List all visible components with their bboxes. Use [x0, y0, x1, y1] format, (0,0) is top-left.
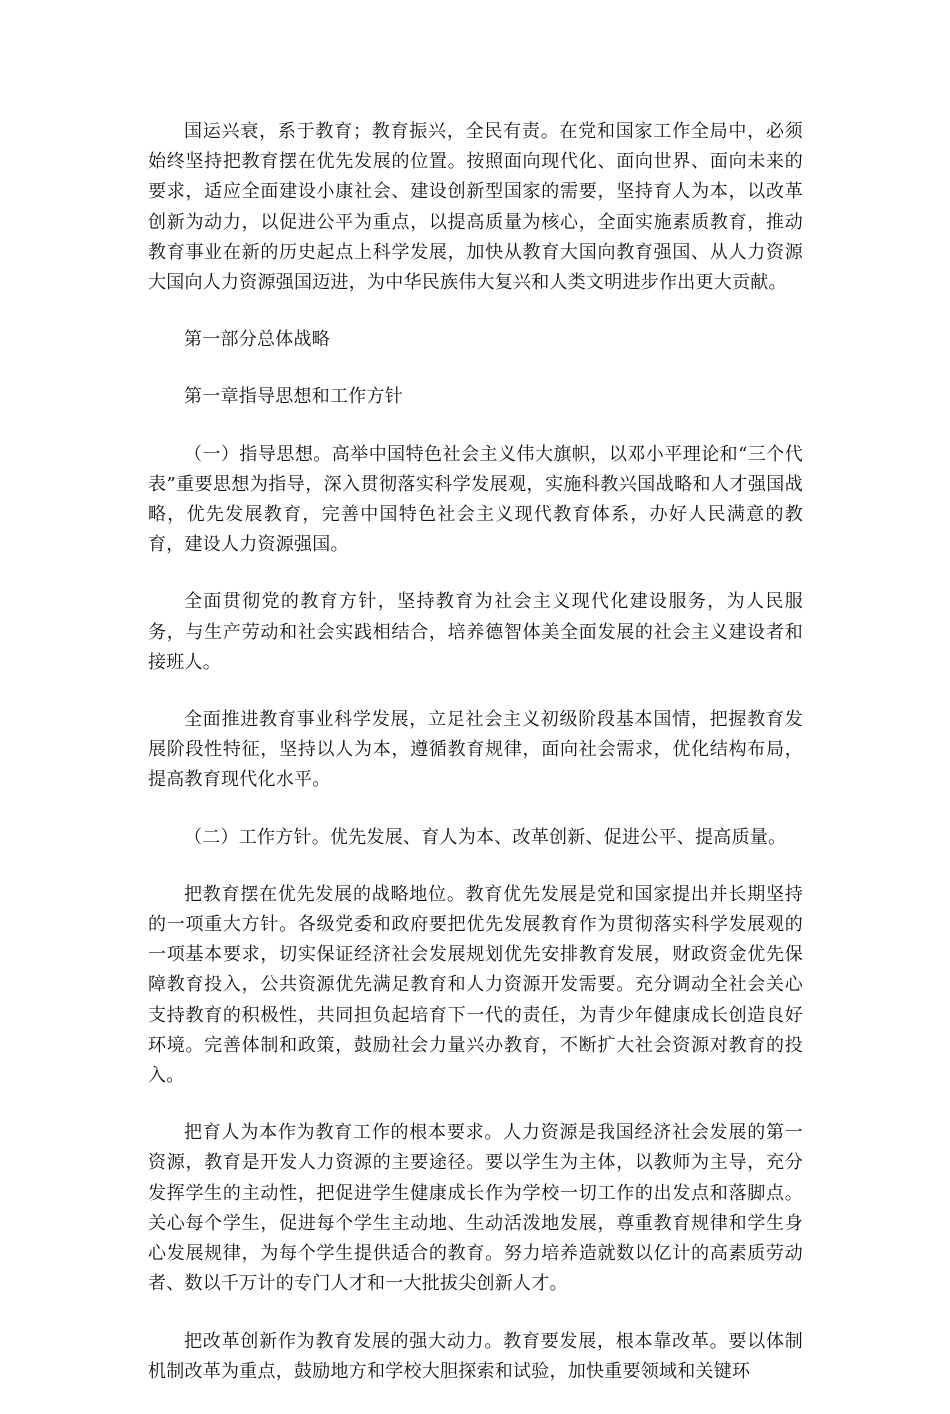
people-oriented-paragraph: 把育人为本作为教育工作的根本要求。人力资源是我国经济社会发展的第一资源，教育是开发人力资源的主要途径。要以学生为主体，以教师为主导，充分发挥学生的主动性，把促进学生健康成长作为学校一切工作的出发点和落脚点。关心每个学生，促进每个学生主动地、生动活泼地发展，尊重教育规律和学生身心发展规律，为每个学生提供适合的教育。努力培养造就数以亿计的高素质劳动者、数以千万计的专门人才和一大批拔尖创新人才。	[148, 1122, 803, 1295]
intro-paragraph: 国运兴衰，系于教育；教育振兴，全民有责。在党和国家工作全局中，必须始终坚持把教育摆在优先发展的位置。按照面向现代化、面向世界、面向未来的要求，适应全面建设小康社会、建设创新型国家的需要，坚持育人为本，以改革创新为动力，以促进公平为重点，以提高质量为核心，全面实施素质教育，推动教育事业在新的历史起点上科学发展，加快从教育大国向教育强国、从人力资源大国向人力资源强国迈进，为中华民族伟大复兴和人类文明进步作出更大贡献。	[148, 121, 803, 294]
guiding-thought-paragraph: （一）指导思想。高举中国特色社会主义伟大旗帜，以邓小平理论和“三个代表”重要思想为指导，深入贯彻落实科学发展观，实施科教兴国战略和人才强国战略，优先发展教育，完善中国特色社会主义现代教育体系，办好人民满意的教育，建设人力资源强国。	[148, 443, 803, 556]
scientific-development-paragraph: 全面推进教育事业科学发展，立足社会主义初级阶段基本国情，把握教育发展阶段性特征，坚持以人为本，遵循教育规律，面向社会需求，优化结构布局，提高教育现代化水平。	[148, 709, 803, 791]
reform-innovation-paragraph: 把改革创新作为教育发展的强大动力。教育要发展，根本靠改革。要以体制机制改革为重点，鼓励地方和学校大胆探索和试验，加快重要领域和关键环	[148, 1330, 803, 1382]
part-heading: 第一部分总体战略	[184, 329, 330, 351]
priority-development-paragraph: 把教育摆在优先发展的战略地位。教育优先发展是党和国家提出并长期坚持的一项重大方针。各级党委和政府要把优先发展教育作为贯彻落实科学发展观的一项基本要求，切实保证经济社会发展规划优先安排教育发展，财政资金优先保障教育投入，公共资源优先满足教育和人力资源开发需要。充分调动全社会关心支持教育的积极性，共同担负起培育下一代的责任，为青少年健康成长创造良好环境。完善体制和政策，鼓励社会力量兴办教育，不断扩大社会资源对教育的投入。	[148, 883, 803, 1087]
work-principles-paragraph: （二）工作方针。优先发展、育人为本、改革创新、促进公平、提高质量。	[184, 826, 787, 848]
document-body	[148, 117, 803, 1414]
education-policy-paragraph: 全面贯彻党的教育方针，坚持教育为社会主义现代化建设服务，为人民服务，与生产劳动和社会实践相结合，培养德智体美全面发展的社会主义建设者和接班人。	[148, 591, 803, 673]
chapter-heading: 第一章指导思想和工作方针	[184, 386, 403, 408]
